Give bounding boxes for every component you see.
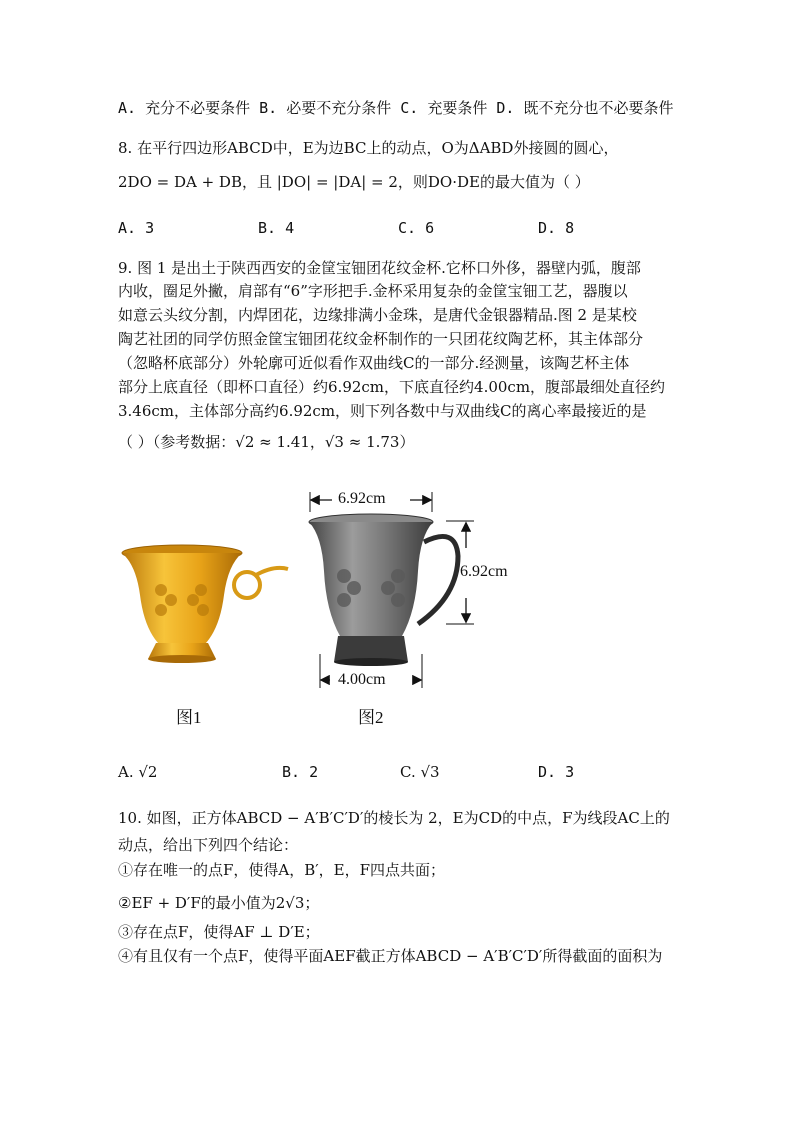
q10-line5: ③存在点F，使得AF ⊥ D′E；	[118, 923, 320, 941]
q8-option-c: C. 6	[398, 219, 435, 237]
q10-line4: ②EF + D′F的最小值为2√3；	[118, 894, 320, 912]
gold-cup-figure	[116, 535, 291, 675]
q8-option-a: A. 3	[118, 219, 155, 237]
q9-line6: 部分上底直径（即杯口直径）约6.92cm，下底直径约4.00cm，腹部最细处直径约	[118, 378, 666, 396]
q9-line7: 3.46cm，主体部分高约6.92cm，则下列各数中与双曲线C的离心率最接近的是	[118, 402, 647, 420]
q9-line4: 陶艺社团的同学仿照金筐宝钿团花纹金杯制作的一只团花纹陶艺杯，其主体部分	[118, 330, 644, 348]
q10-line1: 10. 如图，正方体ABCD − A′B′C′D′的棱长为 2，E为CD的中点，F为线段AC上的	[118, 809, 670, 827]
q10-line6: ④有且仅有一个点F，使得平面AEF截正方体ABCD − A′B′C′D′所得截面的面积为	[118, 947, 663, 965]
figure1-caption: 图1	[176, 708, 202, 727]
dimension-right-label: 6.92cm	[460, 563, 508, 580]
q9-option-c: C. √3	[400, 763, 440, 781]
q10-line3: ①存在唯一的点F，使得A，B′，E，F四点共面；	[118, 861, 446, 879]
q9-option-b: B. 2	[282, 763, 319, 781]
q9-line5: （忽略杯底部分）外轮廓可近似看作双曲线C的一部分.经测量，该陶艺杯主体	[118, 354, 630, 372]
q9-option-a: A. √2	[118, 763, 158, 781]
q9-line2: 内收，圈足外撇，肩部有“6”字形把手.金杯采用复杂的金筐宝钿工艺，器腹以	[118, 282, 628, 300]
q10-line2: 动点，给出下列四个结论：	[118, 836, 299, 854]
q7-options: A. 充分不必要条件 B. 必要不充分条件 C. 充要条件 D. 既不充分也不必要条件	[118, 99, 674, 117]
dimension-bottom-label: 4.00cm	[338, 671, 386, 688]
q9-option-d: D. 3	[538, 763, 575, 781]
q8-line2: 2DO = DA + DB，且 |DO| = |DA| = 2，则DO·DE的最大值为（ ）	[118, 173, 590, 191]
q8-line1: 8. 在平行四边形ABCD中，E为边BC上的动点，O为ΔABD外接圆的圆心，	[118, 139, 619, 157]
q9-line3: 如意云头纹分割，内焊团花，边缘排满小金珠，是唐代金银器精品.图 2 是某校	[118, 306, 637, 324]
q9-line8: （ ）（参考数据：√2 ≈ 1.41，√3 ≈ 1.73）	[118, 433, 415, 451]
dimension-top-label: 6.92cm	[338, 490, 386, 507]
figure2-caption: 图2	[358, 708, 384, 727]
silver-cup-figure	[296, 486, 526, 691]
q8-option-b: B. 4	[258, 219, 295, 237]
q9-line1: 9. 图 1 是出土于陕西西安的金筐宝钿团花纹金杯.它杯口外侈，器壁内弧，腹部	[118, 259, 641, 277]
q8-option-d: D. 8	[538, 219, 575, 237]
